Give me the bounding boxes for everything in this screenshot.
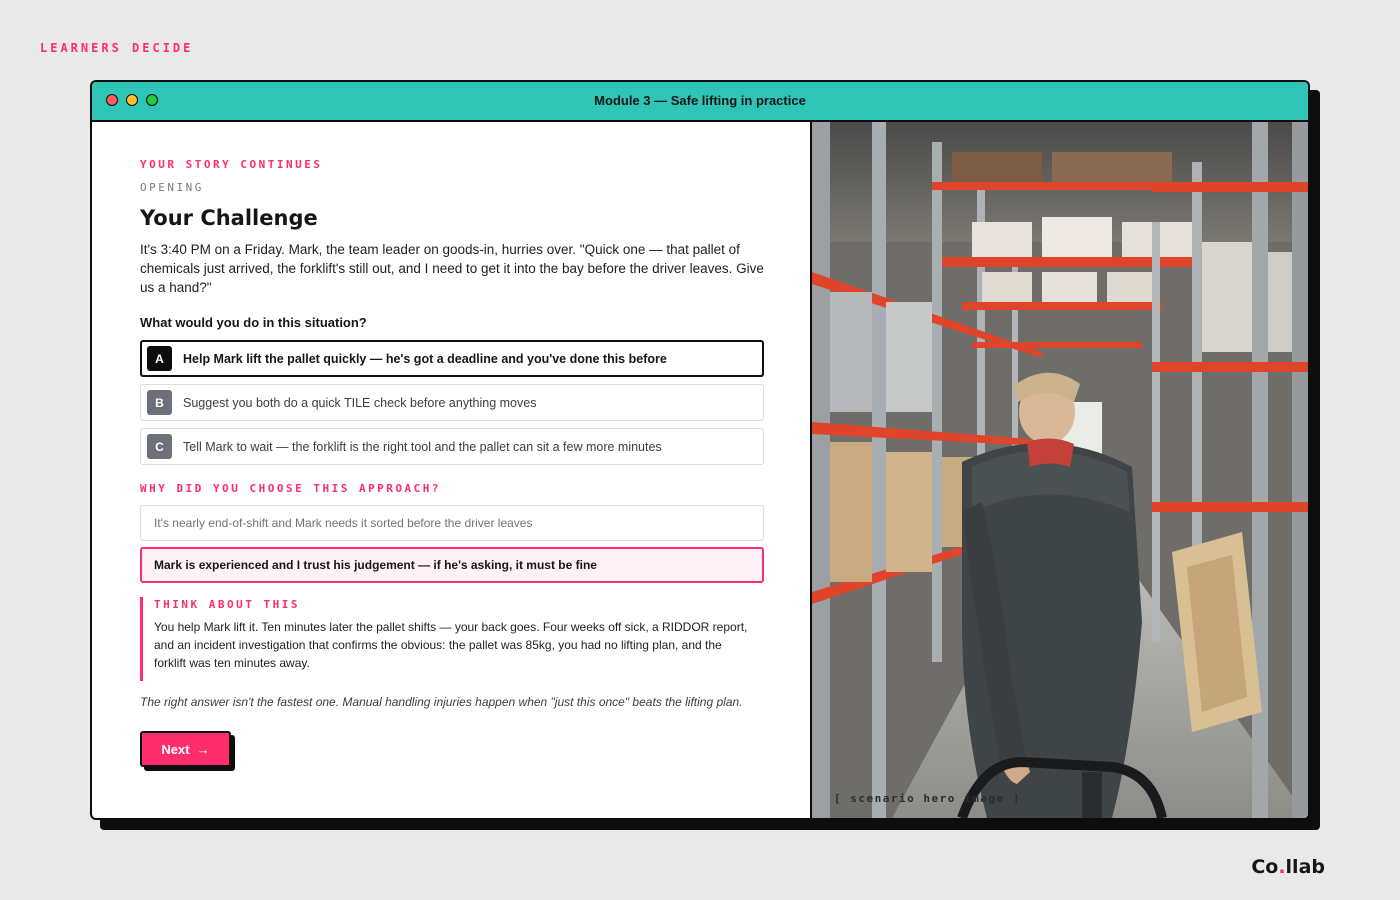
option-b[interactable] (140, 384, 764, 421)
option-letter-badge: C (147, 434, 172, 459)
reason-option-2[interactable]: Mark is experienced and I trust his judgement — if he's asking, it must be fine (140, 547, 764, 583)
reason-option-1[interactable]: It's nearly end-of-shift and Mark needs it sorted before the driver leaves (140, 505, 764, 541)
lesson-panel (92, 122, 812, 818)
logo-prefix: Co (1251, 856, 1279, 878)
option-a[interactable] (140, 340, 764, 377)
option-letter-badge: A (147, 346, 172, 371)
window-title: Module 3 — Safe lifting in practice (594, 93, 806, 108)
option-text: Tell Mark to wait — the forklift is the right tool and the pallet can sit a few more minutes (183, 439, 662, 454)
window-content (92, 122, 1308, 818)
think-heading: THINK ABOUT THIS (154, 598, 300, 611)
next-button-label: Next (161, 741, 190, 757)
option-text: Suggest you both do a quick TILE check before anything moves (183, 395, 537, 410)
logo-suffix: llab (1285, 856, 1325, 878)
stage-label: OPENING (140, 181, 204, 194)
page-title: Your Challenge (140, 206, 318, 230)
option-text: Help Mark lift the pallet quickly — he's got a deadline and you've done this before (183, 351, 667, 366)
takeaway-note: The right answer isn't the fastest one. Manual handling injuries happen when "just this once" beats the lifting plan. (140, 695, 743, 709)
next-button[interactable] (140, 731, 231, 767)
logo-dot: . (1278, 856, 1286, 878)
hero-image (812, 122, 1308, 818)
story-eyebrow: YOUR STORY CONTINUES (140, 158, 323, 171)
hero-caption: [ scenario hero image ] (834, 792, 1021, 805)
scenario-text: It's 3:40 PM on a Friday. Mark, the team leader on goods-in, hurries over. "Quick one — that pallet of chemicals just arrived, the forklift's still out, and I need to get it into the bay before the driver leaves. Give us a hand?" (140, 242, 764, 295)
answer-options (140, 340, 764, 465)
feedback-callout (140, 597, 764, 681)
next-button-wrap (140, 731, 235, 771)
warehouse-scene-image (812, 122, 1308, 818)
why-heading: WHY DID YOU CHOOSE THIS APPROACH? (140, 482, 442, 495)
brand-tag: LEARNERS DECIDE (40, 41, 194, 55)
option-c[interactable] (140, 428, 764, 465)
option-letter-badge: B (147, 390, 172, 415)
question-prompt: What would you do in this situation? (140, 315, 367, 330)
collab-logo (1251, 856, 1325, 878)
app-window (90, 80, 1310, 820)
feedback-text: You help Mark lift it. Ten minutes later the pallet shifts — your back goes. Four weeks off sick, a RIDDOR report, and an incident investigation that confirms the obvious: the pallet was 85kg, you had no lifting plan, and the forklift was ten minutes away. (154, 620, 748, 670)
arrow-right-icon: → (196, 741, 210, 757)
reason-options (140, 505, 764, 583)
window-titlebar (92, 82, 1308, 122)
